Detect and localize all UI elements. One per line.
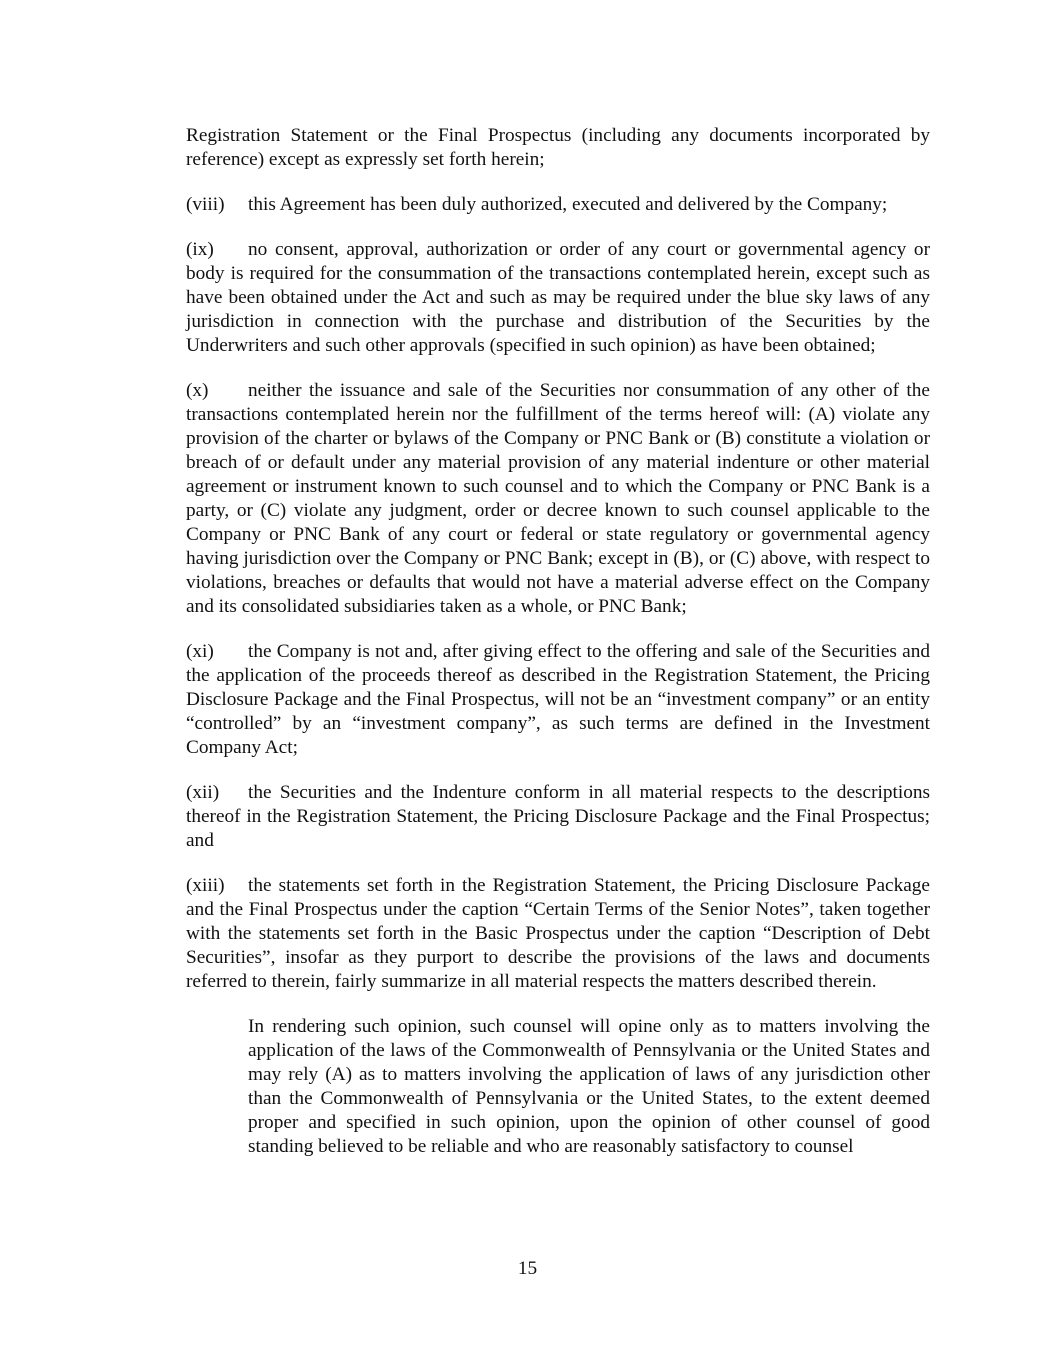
paragraph-number: (x): [186, 380, 209, 401]
paragraph-xi: [186, 640, 930, 760]
paragraph-text: the Company is not and, after giving effect to the offering and sale of the Securities and the application of the proceeds thereof as described in the Registration Statement, the Pricing Disclosure Package and the Final Prospectus, will not be an “investment company” or an entity “controlled” by an “investment company”, as such terms are defined in the Investment Company Act;: [186, 641, 930, 758]
paragraph-text: neither the issuance and sale of the Securities nor consummation of any other of the transactions contemplated herein nor the fulfillment of the terms hereof will: (A) violate any provision of the charter or bylaws of the Company or PNC Bank or (B) constitute a violation or breach of or default under any material provision of any material indenture or other material agreement or instrument known to such counsel and to which the Company or PNC Bank is a party, or (C) violate any judgment, order or decree known to such counsel applicable to the Company or PNC Bank of any court or federal or state regulatory or governmental agency having jurisdiction over the Company or PNC Bank; except in (B), or (C) above, with respect to violations, breaches or defaults that would not have a material adverse effect on the Company and its consolidated subsidiaries taken as a whole, or PNC Bank;: [186, 380, 930, 617]
paragraph-ix: [186, 238, 930, 358]
paragraph-number: (xii): [186, 782, 220, 803]
paragraph-text: the Securities and the Indenture conform in all material respects to the descriptions thereof in the Registration Statement, the Pricing Disclosure Package and the Final Prospectus; and: [186, 782, 930, 851]
paragraph-text: In rendering such opinion, such counsel will opine only as to matters involving the application of the laws of the Commonwealth of Pennsylvania or the United States and may rely (A) as to matters involving the application of laws of any jurisdiction other than the Commonwealth of Pennsylvania or the United States, to the extent deemed proper and specified in such opinion, upon the opinion of other counsel of good standing believed to be reliable and who are reasonably satisfactory to counsel: [248, 1016, 930, 1157]
paragraph-rendering-opinion: [248, 1015, 930, 1159]
paragraph-x: [186, 379, 930, 619]
paragraph-number: (xiii): [186, 875, 225, 896]
paragraph-xiii: [186, 874, 930, 994]
paragraph-continuation: [186, 124, 930, 172]
paragraph-number: (ix): [186, 239, 214, 260]
paragraph-text: no consent, approval, authorization or order of any court or governmental agency or body is required for the consummation of the transactions contemplated herein, except such as have been obtained under the Act and such as may be required under the blue sky laws of any jurisdiction in connection with the purchase and distribution of the Securities by the Underwriters and such other approvals (specified in such opinion) as have been obtained;: [186, 239, 930, 356]
document-body: [186, 124, 930, 1180]
page-number: 15: [517, 1258, 538, 1279]
paragraph-number: (viii): [186, 194, 225, 215]
paragraph-number: (xi): [186, 641, 214, 662]
paragraph-viii: [186, 193, 930, 217]
paragraph-text: Registration Statement or the Final Prospectus (including any documents incorporated by reference) except as expressly set forth herein;: [186, 125, 930, 170]
paragraph-text: this Agreement has been duly authorized, executed and delivered by the Company;: [248, 194, 888, 215]
paragraph-text: the statements set forth in the Registration Statement, the Pricing Disclosure Package and the Final Prospectus under the caption “Certain Terms of the Senior Notes”, taken together with the statements set forth in the Basic Prospectus under the caption “Description of Debt Securities”, insofar as they purport to describe the provisions of the laws and documents referred to therein, fairly summarize in all material respects the matters described therein.: [186, 875, 930, 992]
paragraph-xii: [186, 781, 930, 853]
